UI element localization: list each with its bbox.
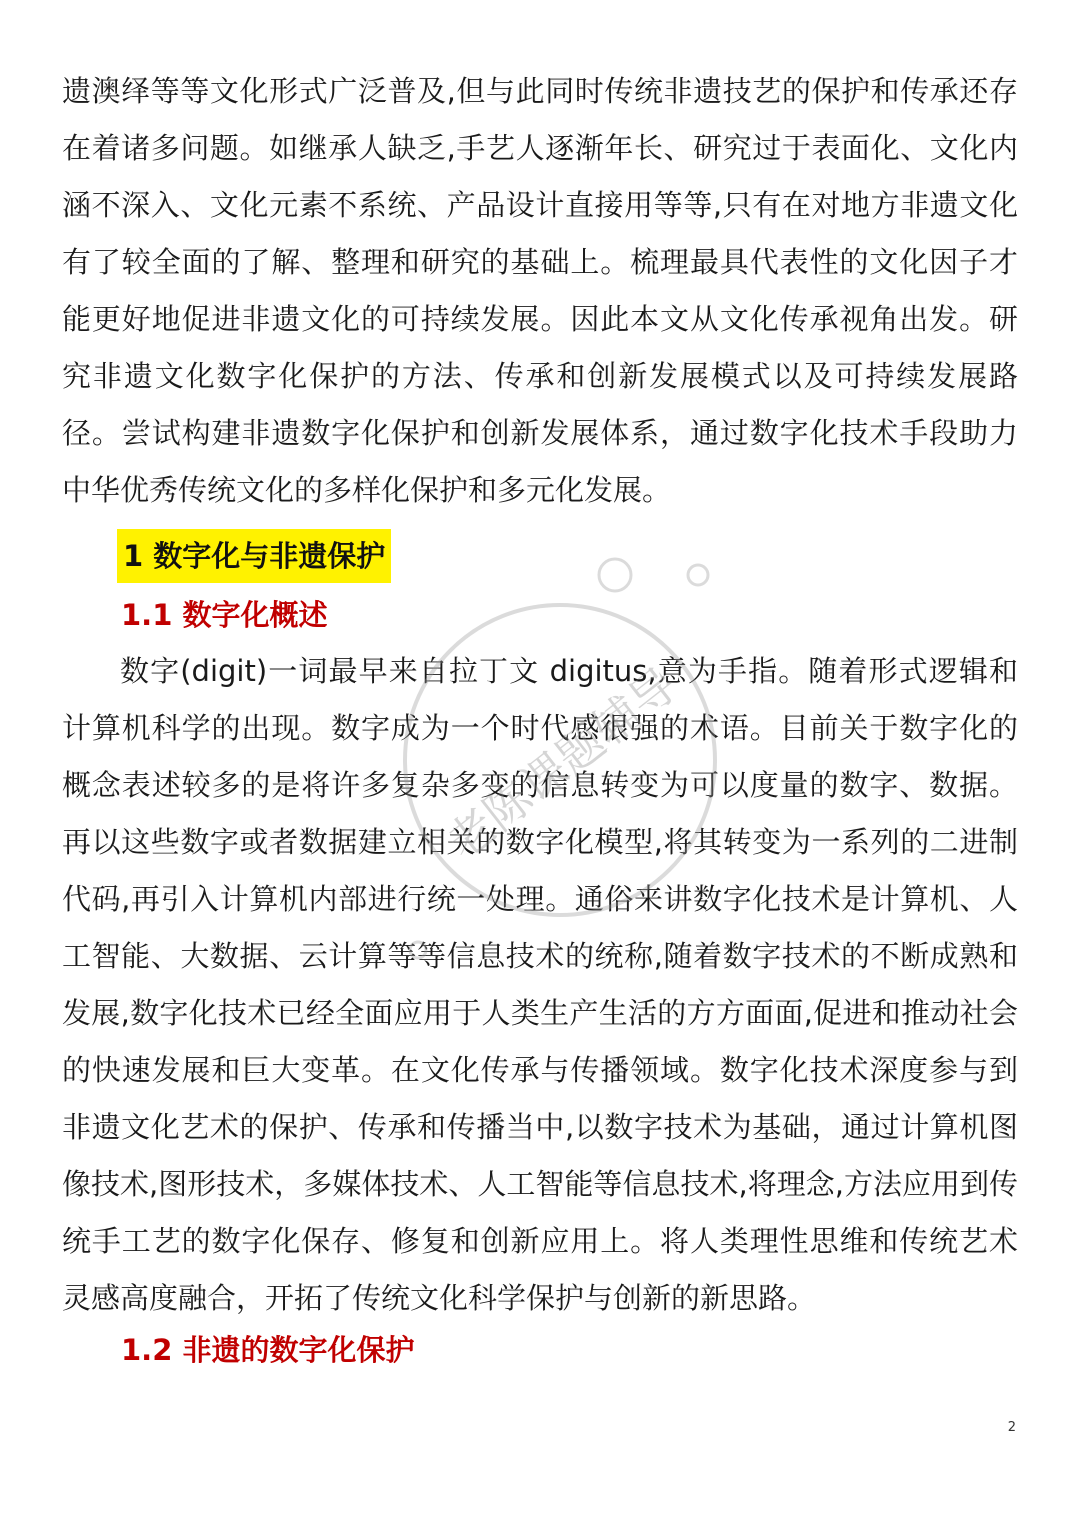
watermark-circle-icon [599,559,631,591]
section-heading-1-1: 1.1 数字化概述 [121,598,328,632]
watermark-dot-icon [688,565,708,585]
section-heading-1-2: 1.2 非遗的数字化保护 [121,1333,415,1367]
body-paragraph-intro: 遗澳绎等等文化形式广泛普及,但与此同时传统非遗技艺的保护和传承还存在着诸多问题。如继承人缺乏,手艺人逐渐年长、研究过于表面化、文化内涵不深入、文化元素不系统、产品设计直接用等等,只有在对地方非遗文化有了较全面的了解、整理和研究的基础上。梳理最具代表性的文化因子才能更好地促进非遗文化的可持续发展。因此本文从文化传承视角出发。研究非遗文化数字化保护的方法、传承和创新发展模式以及可持续发展路径。尝试构建非遗数字化保护和创新发展体系，通过数字化技术手段助力中华优秀传统文化的多样化保护和多元化发展。 [62,74,1018,507]
body-paragraph-digitization-overview: 数字(digit)一词最早来自拉丁文 digitus,意为手指。随着形式逻辑和计算机科学的出现。数字成为一个时代感很强的术语。目前关于数字化的概念表述较多的是将许多复杂多变的信息转变为可以度量的数字、数据。再以这些数字或者数据建立相关的数字化模型,将其转变为一系列的二进制代码,再引入计算机内部进行统一处理。通俗来讲数字化技术是计算机、人工智能、大数据、云计算等等信息技术的统称,随着数字技术的不断成熟和发展,数字化技术已经全面应用于人类生产生活的方方面面,促进和推动社会的快速发展和巨大变革。在文化传承与传播领域。数字化技术深度参与到非遗文化艺术的保护、传承和传播当中,以数字技术为基础，通过计算机图像技术,图形技术，多媒体技术、人工智能等信息技术,将理念,方法应用到传统手工艺的数字化保存、修复和创新应用上。将人类理性思维和传统艺术灵感高度融合，开拓了传统文化科学保护与创新的新思路。 [62,654,1018,1315]
section-heading-1: 1 数字化与非遗保护 [117,529,391,583]
watermark-text: 老陈课题辅导 [437,656,688,870]
page-number: 2 [1007,1420,1016,1435]
